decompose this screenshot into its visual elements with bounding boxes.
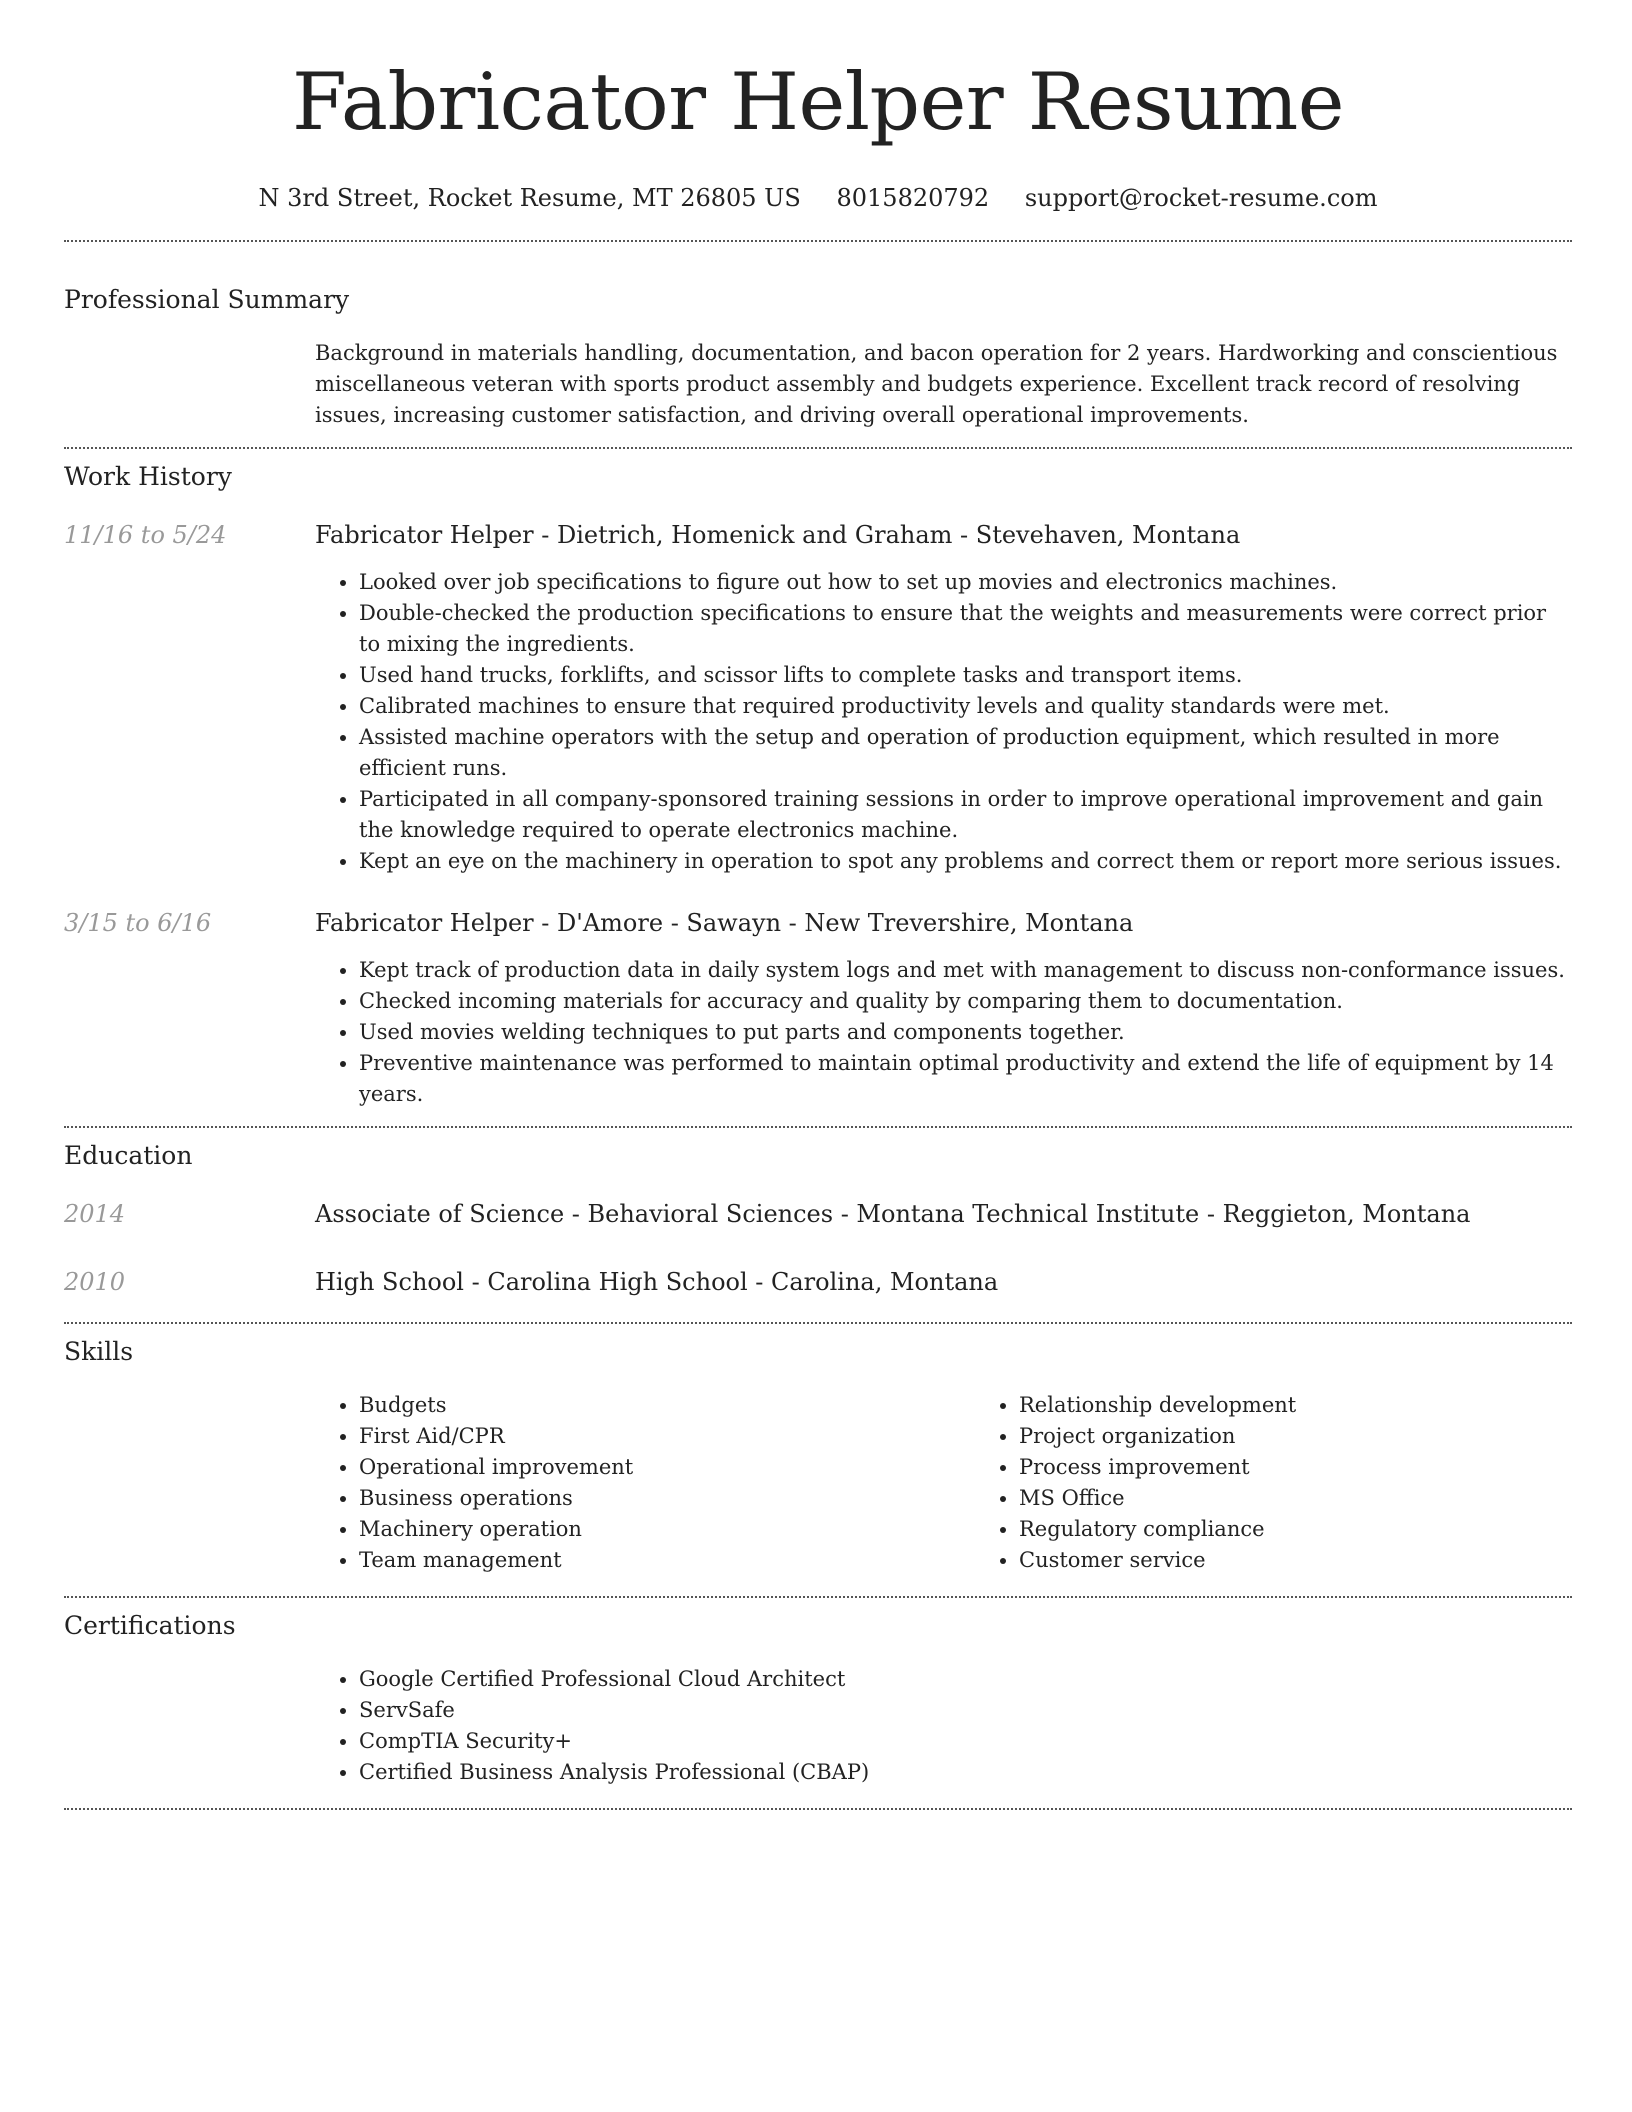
skill-item: • Project organization xyxy=(1019,1421,1632,1452)
education-entry xyxy=(64,1266,1572,1298)
contact-address: N 3rd Street, Rocket Resume, MT 26805 US xyxy=(258,184,801,212)
summary-row xyxy=(64,338,1572,431)
certification-item: • ServSafe xyxy=(359,1695,1572,1726)
section-heading-education: Education xyxy=(64,1141,193,1170)
divider xyxy=(64,1808,1572,1810)
certification-item: • Certified Business Analysis Professional (CBAP) xyxy=(359,1757,1572,1788)
job-dates: 3/15 to 6/16 xyxy=(64,909,212,937)
job-bullet: • Double-checked the production specifications to ensure that the weights and measurements were correct prior to mixing the ingredients. xyxy=(359,598,1572,660)
job-dates: 11/16 to 5/24 xyxy=(64,521,227,549)
education-text: Associate of Science - Behavioral Sciences - Montana Technical Institute - Reggieton, Montana xyxy=(315,1200,1471,1228)
skill-item: • Regulatory compliance xyxy=(1019,1514,1632,1545)
section-heading-skills: Skills xyxy=(64,1337,134,1366)
skill-item: • Customer service xyxy=(1019,1545,1632,1576)
contact-line xyxy=(64,182,1572,214)
skill-item: • Machinery operation xyxy=(359,1514,975,1545)
job-title: Fabricator Helper - Dietrich, Homenick and Graham - Stevehaven, Montana xyxy=(315,521,1241,549)
job-bullet: • Checked incoming materials for accuracy and quality by comparing them to documentation. xyxy=(359,986,1572,1017)
skill-item: • First Aid/CPR xyxy=(359,1421,975,1452)
job-title: Fabricator Helper - D'Amore - Sawayn - New Trevershire, Montana xyxy=(315,909,1134,937)
job-bullet: • Preventive maintenance was performed to maintain optimal productivity and extend the life of equipment by 14 years. xyxy=(359,1048,1572,1110)
summary-left-spacer xyxy=(64,338,315,431)
section-heading-work: Work History xyxy=(64,462,232,491)
summary-text: Background in materials handling, documentation, and bacon operation for 2 years. Hardworking and conscientious miscellaneous veteran with sports product assembly and budgets experience. Excellent track record of resolving issues, increasing customer satisfaction, and driving overall operational improvements. xyxy=(315,341,1558,427)
job-details xyxy=(315,907,1572,1110)
certification-item: • Google Certified Professional Cloud Architect xyxy=(359,1664,1572,1695)
divider xyxy=(64,1596,1572,1598)
certifications-row xyxy=(64,1664,1572,1788)
job-bullet: • Assisted machine operators with the setup and operation of production equipment, which resulted in more efficient runs. xyxy=(359,722,1572,784)
skill-item: • Process improvement xyxy=(1019,1452,1632,1483)
job-entry xyxy=(64,519,1572,877)
job-bullet: • Used movies welding techniques to put parts and components together. xyxy=(359,1017,1572,1048)
job-details xyxy=(315,519,1572,877)
skill-item: • Team management xyxy=(359,1545,975,1576)
divider xyxy=(64,447,1572,449)
job-bullets xyxy=(315,955,1572,1110)
education-text: High School - Carolina High School - Carolina, Montana xyxy=(315,1268,999,1296)
education-entry xyxy=(64,1198,1572,1230)
skills-row xyxy=(64,1390,1572,1576)
education-year: 2014 xyxy=(64,1200,126,1228)
section-heading-summary: Professional Summary xyxy=(64,285,350,314)
job-bullet: • Kept track of production data in daily system logs and met with management to discuss non-conformance issues. xyxy=(359,955,1572,986)
skill-item: • Budgets xyxy=(359,1390,975,1421)
resume-title: Fabricator Helper Resume xyxy=(291,56,1345,148)
skill-item: • Operational improvement xyxy=(359,1452,975,1483)
job-bullet: • Looked over job specifications to figure out how to set up movies and electronics machines. xyxy=(359,567,1572,598)
divider xyxy=(64,1322,1572,1324)
skills-columns xyxy=(315,1390,1632,1576)
job-bullet: • Kept an eye on the machinery in operation to spot any problems and correct them or report more serious issues. xyxy=(359,846,1572,877)
job-bullet: • Calibrated machines to ensure that required productivity levels and quality standards were met. xyxy=(359,691,1572,722)
skill-item: • Relationship development xyxy=(1019,1390,1632,1421)
divider xyxy=(64,240,1572,242)
contact-phone: 8015820792 xyxy=(836,184,990,212)
certifications-left-spacer xyxy=(64,1664,315,1788)
education-year: 2010 xyxy=(64,1268,126,1296)
skills-list-left xyxy=(315,1390,975,1576)
job-entry xyxy=(64,907,1572,1110)
certification-item: • CompTIA Security+ xyxy=(359,1726,1572,1757)
resume-page xyxy=(64,0,1572,1810)
skills-left-spacer xyxy=(64,1390,315,1576)
certifications-list xyxy=(315,1664,1572,1788)
job-bullet: • Used hand trucks, forklifts, and scissor lifts to complete tasks and transport items. xyxy=(359,660,1572,691)
skill-item: • Business operations xyxy=(359,1483,975,1514)
section-heading-certifications: Certifications xyxy=(64,1611,236,1640)
divider xyxy=(64,1126,1572,1128)
certifications-details xyxy=(315,1664,1572,1788)
skill-item: • MS Office xyxy=(1019,1483,1632,1514)
skills-list-right xyxy=(975,1390,1632,1576)
contact-email: support@rocket-resume.com xyxy=(1024,184,1378,212)
job-bullets xyxy=(315,567,1572,877)
job-bullet: • Participated in all company-sponsored training sessions in order to improve operational improvement and gain the knowledge required to operate electronics machine. xyxy=(359,784,1572,846)
